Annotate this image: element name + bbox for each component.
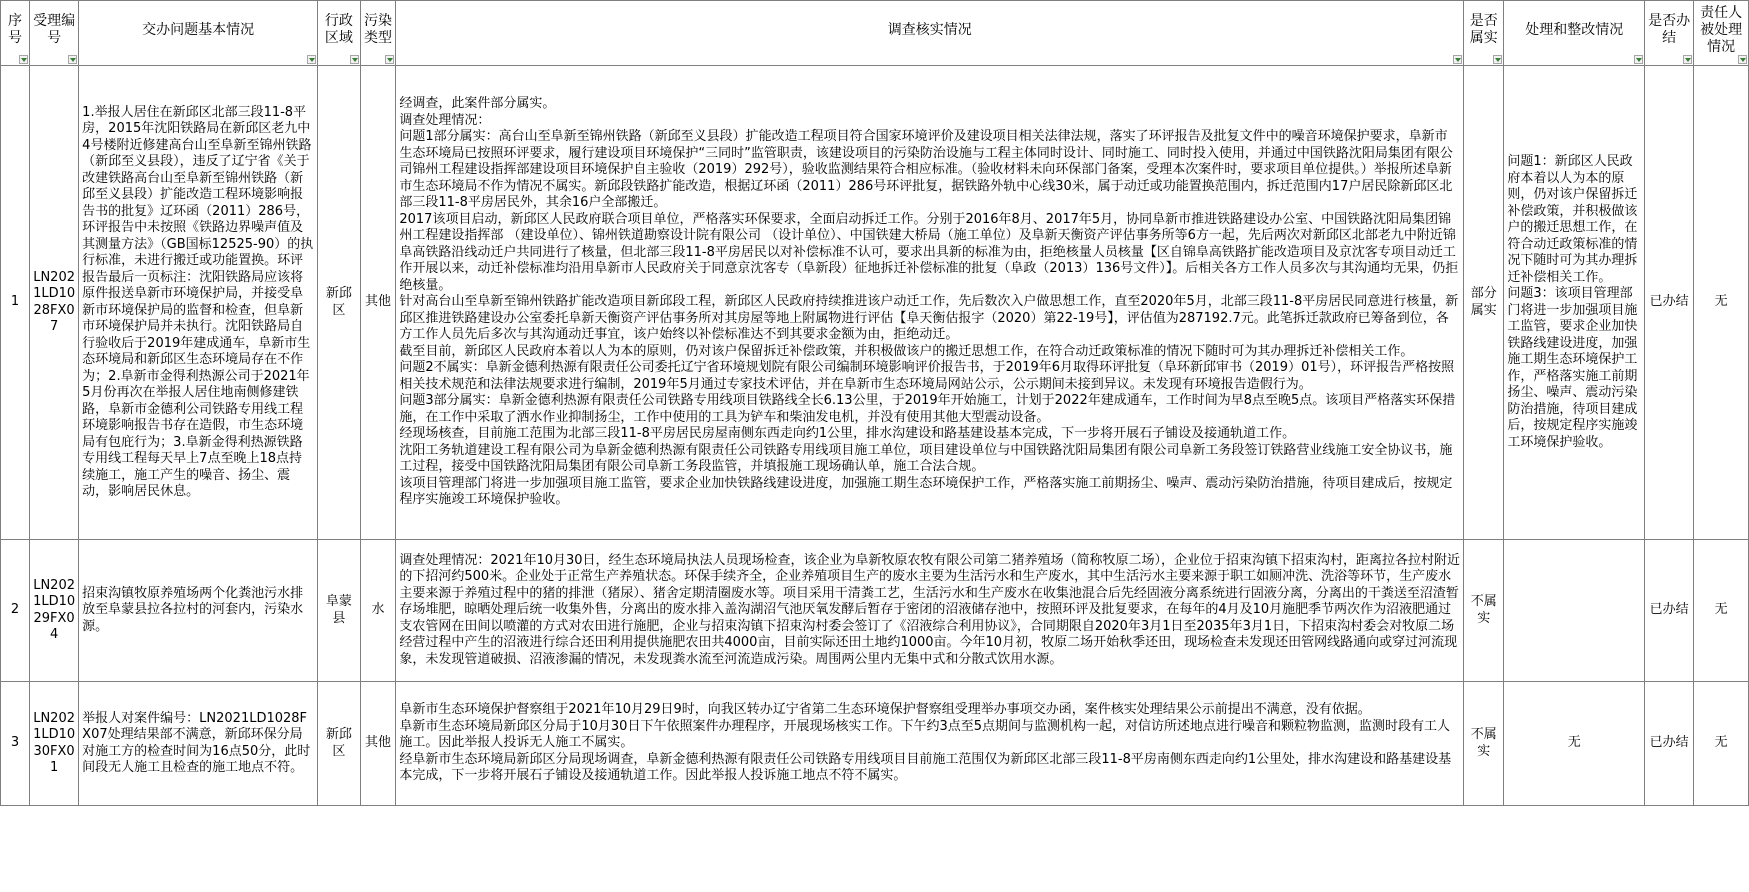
filter-dropdown-icon[interactable] [68,55,77,64]
cell-seq[interactable]: 2 [1,540,30,682]
cell-seq[interactable]: 3 [1,682,30,806]
cell-pollution[interactable]: 水 [360,540,396,682]
header-id[interactable]: 受理编号 [30,1,79,66]
cell-accountable[interactable]: 无 [1694,540,1749,682]
filter-dropdown-icon[interactable] [1738,55,1747,64]
cell-issue[interactable]: 举报人对案件编号：LN2021LD1028FX07处理结果部不满意，新邱环保分局对施工方的检查时间为16点50分，此时间段无人施工且检查的施工地点不符。 [79,682,318,806]
header-done[interactable]: 是否办结 [1645,1,1694,66]
header-region[interactable]: 行政区域 [318,1,360,66]
cell-id[interactable]: LN2021LD1029FX04 [30,540,79,682]
filter-dropdown-icon[interactable] [1683,55,1692,64]
cell-region[interactable]: 新邱区 [318,66,360,540]
table-row [1,540,1749,682]
header-issue[interactable]: 交办问题基本情况 [79,1,318,66]
table-row [1,66,1749,540]
cell-is-true[interactable]: 不属实 [1464,540,1504,682]
cell-issue[interactable]: 1.举报人居住在新邱区北部三段11-8平房，2015年沈阳铁路局在新邱区老九中4号楼附近修建高台山至阜新至锦州铁路（新邱至义县段），违反了辽宁省《关于改建铁路高台山至阜新至锦州铁路（新邱至义县段）扩能改造工程环境影响报告书的批复》辽环函（2011）286号，环评报告中未按照《铁路边界噪声值及其测量方法》（GB国标12525-90）的执行标准，未进行搬迁或功能置换。环评报告最后一页标注：沈阳铁路局应该将原件报送阜新市环境保护局，并接受阜新市环境保护局的监督和检查，但阜新市环境保护局并未执行。沈阳铁路局自行验收后于2019年建成通车，阜新市生态环境局和新邱区生态环境局存在不作为；2.阜新市金得利热源公司于2021年5月份再次在举报人居住地南侧修建铁路，阜新市金德利公司铁路专用线工程环境影响报告书存在造假，市生态环境局有包庇行为；3.阜新金得利热源铁路专用线工程每天早上7点至晚上18点持续施工，施工产生的噪音、扬尘、震动，影响居民休息。 [79,66,318,540]
cell-done[interactable]: 已办结 [1645,66,1694,540]
cell-accountable[interactable]: 无 [1694,682,1749,806]
filter-dropdown-icon[interactable] [385,55,394,64]
cell-investigation[interactable]: 阜新市生态环境保护督察组于2021年10月29日9时，向我区转办辽宁省第二生态环境保护督察组受理举办事项交办函，案件核实处理结果公示前提出不满意，没有依据。 阜新市生态环境局新邱区分局于10月30日下午依照案件办理程序，开展现场核实工作。下午约3点至5点期间与监测机构一起，对信访所述地点进行噪音和颗粒物监测，监测时段有工人施工。因此举报人投诉无人施工不属实。 经阜新市生态环境局新邱区分局现场调查，阜新金德利热源有限责任公司铁路专用线项目目前施工范围仅为新邱区北部三段11-8平房南侧东西走向约1公里处，排水沟建设和路基建设基本完成，下一步将开展石子铺设及接通轨道工作。因此举报人投诉施工地点不符不属实。 [396,682,1464,806]
filter-dropdown-icon[interactable] [307,55,316,64]
filter-dropdown-icon[interactable] [19,55,28,64]
header-investigation[interactable]: 调查核实情况 [396,1,1464,66]
cell-accountable[interactable]: 无 [1694,66,1749,540]
header-pollution[interactable]: 污染类型 [360,1,396,66]
cell-handling[interactable]: 无 [1504,682,1645,806]
cell-is-true[interactable]: 部分属实 [1464,66,1504,540]
cell-seq[interactable]: 1 [1,66,30,540]
filter-dropdown-icon[interactable] [1634,55,1643,64]
cell-issue[interactable]: 招束沟镇牧原养殖场两个化粪池污水排放至阜蒙县拉各拉村的河套内，污染水源。 [79,540,318,682]
header-is-true[interactable]: 是否属实 [1464,1,1504,66]
cell-region[interactable]: 新邱区 [318,682,360,806]
header-accountable[interactable]: 责任人被处理情况 [1694,1,1749,66]
header-seq[interactable]: 序号 [1,1,30,66]
cell-id[interactable]: LN2021LD1028FX07 [30,66,79,540]
cell-id[interactable]: LN2021LD1030FX01 [30,682,79,806]
cell-investigation[interactable]: 调查处理情况：2021年10月30日，经生态环境局执法人员现场检查，该企业为阜新牧原农牧有限公司第二猪养殖场（简称牧原二场），企业位于招束沟镇下招束沟村，距离拉各拉村附近的下招河约500米。企业处于正常生产养殖状态。环保手续齐全，企业养殖项目生产的废水主要为生活污水和生产废水，其中生活污水主要来源于职工如厕冲洗、洗浴等环节，生产废水主要来源于养殖过程中的猪的排泄（猪尿）、猪舍定期清圈废水等。项目采用干清粪工艺，生活污水和生产废水在收集池混合后先经固液分离系统进行固液分离，分离出的干粪送至沼渣暂存场堆肥，晾晒处理后统一收集外售，分离出的废水排入盖沟湖沼气池厌氧发酵后暂存于密闭的沼液储存池中，按照环评及批复要求，在每年的4月及10月施肥季节两次作为沼液肥通过支农管网在田间以喷灌的方式对农田进行施肥，企业与招束沟镇下招束沟村委会签订了《沼液综合利用协议》，合同期限自2020年3月1日至2035年3月1日，下招束沟村委会对牧原二场经营过程中产生的沼液进行综合还田利用提供施肥农田共4000亩，目前实际还田土地约1000亩。今年10月初，牧原二场开始秋季还田，现场检查未发现还田管网线路通向或穿过河流现象，未发现管道破损、沼液渗漏的情况，未发现粪水流至河流造成污染。周围两公里内无集中式和分散式饮用水源。 [396,540,1464,682]
cell-investigation[interactable]: 经调查，此案件部分属实。 调查处理情况： 问题1部分属实：高台山至阜新至锦州铁路（新邱至义县段）扩能改造工程项目符合国家环境评价及建设项目相关法律法规，落实了环评报告及批复文件中的噪音环境保护要求，阜新市生态环境局已按照环评要求，履行建设项目环境保护“三同时”监管职责，该建设项目的污染防治设施与工程主体同时设计、同时施工、同时投入使用，并通过中国铁路沈阳局集团有限公司锦州工程建设指挥部建设项目环境保护自主验收（2019）292号），验收监测结果符合相应标准。（验收材料未向环保部门备案，受理本次案件时，要求项目单位提供。）举报所述阜新市生态环境局不作为情况不属实。新邱段铁路扩能改造，根据辽环函（2011）286号环评批复，据铁路外轨中心线30米，属于动迁或功能置换范围内，拆迁范围内17户居民除新邱区北部三段11-8平房居民外，其余16户全部搬迁。 2017该项目启动，新邱区人民政府联合项目单位，严格落实环保要求，全面启动拆迁工作。分别于2016年8月、2017年5月，协同阜新市推进铁路建设办公室、中国铁路沈阳局集团锦州工程建设指挥部 （建设单位）、锦州铁道勘察设计院有限公司 （设计单位）、中国铁建大桥局（施工单位）及阜新天衡资产评估事务所等6方一起，先后两次对新邱区北部老九中附近锦阜高铁路沿线动迁户共同进行了核量，但北部三段11-8平房居民以对补偿标准不认可，要求出具新的标准为由，拒绝核量人员核量【区自锦阜高铁路扩能改造项目及京沈客专项目动迁工作开展以来，动迁补偿标准均沿用阜新市人民政府关于同意京沈客专（阜新段）征地拆迁补偿标准的批复（阜政（2013）136号文件）】。后相关各方工作人员多次与其沟通均无果，仍拒绝核量。 针对高台山至阜新至锦州铁路扩能改造项目新邱段工程，新邱区人民政府持续推进该户动迁工作，先后数次入户做思想工作，直至2020年5月，北部三段11-8平房居民同意进行核量，新邱区推进铁路建设办公室委托阜新天衡资产评估事务所对其房屋等地上附属物进行评估【阜天衡估报字（2020）第22-19号】，评估值为287192.7元。此笔拆迁款政府已筹备到位，各方工作人员先后多次与其沟通动迁事宜，该户始终以补偿标准达不到其要求金额为由，拒绝动迁。 截至目前，新邱区人民政府本着以人为本的原则，仍对该户保留拆迁补偿政策，并积极做该户的搬迁思想工作，在符合动迁政策标准的情况下随时可为其办理拆迁补偿相关工作。 问题2不属实：阜新金德利热源有限责任公司委托辽宁省环境规划院有限公司编制环境影响评价报告书，于2019年6月取得环评批复（阜环新邱审书（2019）01号），环评报告严格按照相关技术规范和法律法规要求进行编制，2019年5月通过专家技术评估，并在阜新市生态环境局网站公示，公示期间未接到异议。未发现有环境报告造假行为。 问题3部分属实：阜新金德利热源有限责任公司铁路专用线项目铁路线全长6.13公里，于2019年开始施工，计划于2022年建成通车，工作时间为早8点至晚5点。该项目严格落实环保措施，在工作中采取了洒水作业抑制扬尘，工作中使用的工具为铲车和柴油发电机，并没有使用其他大型震动设备。 经现场核查，目前施工范围为北部三段11-8平房居民房屋南侧东西走向约1公里，排水沟建设和路基建设基本完成，下一步将开展石子铺设及接通轨道工作。 沈阳工务轨道建设工程有限公司为阜新金德利热源有限责任公司铁路专用线项目施工单位，项目建设单位与中国铁路沈阳局集团有限公司阜新工务段签订铁路营业线施工安全协议书，施工过程，接受中国铁路沈阳局集团有限公司阜新工务段监管，并填报施工现场确认单，施工合法合规。 该项目管理部门将进一步加强项目施工监管，要求企业加快铁路线建设进度，加强施工期生态环境保护工作，严格落实施工前期扬尘、噪声、震动污染防治措施，待项目建成后，按规定程序实施竣工环境保护验收。 [396,66,1464,540]
cell-is-true[interactable]: 不属实 [1464,682,1504,806]
cell-done[interactable]: 已办结 [1645,540,1694,682]
cell-pollution[interactable]: 其他 [360,682,396,806]
filter-dropdown-icon[interactable] [350,55,359,64]
cell-handling[interactable] [1504,540,1645,682]
header-row [1,1,1749,66]
cell-handling[interactable]: 问题1：新邱区人民政府本着以人为本的原则，仍对该户保留拆迁补偿政策，并积极做该户的搬迁思想工作，在符合动迁政策标准的情况下随时可为其办理拆迁补偿相关工作。 问题3：该项目管理部门将进一步加强项目施工监管，要求企业加快铁路线建设进度，加强施工期生态环境保护工作，严格落实施工前期扬尘、噪声、震动污染防治措施，待项目建成后，按规定程序实施竣工环境保护验收。 [1504,66,1645,540]
cell-pollution[interactable]: 其他 [360,66,396,540]
filter-dropdown-icon[interactable] [1493,55,1502,64]
cell-region[interactable]: 阜蒙县 [318,540,360,682]
header-handling[interactable]: 处理和整改情况 [1504,1,1645,66]
filter-dropdown-icon[interactable] [1453,55,1462,64]
table-row [1,682,1749,806]
cell-done[interactable]: 已办结 [1645,682,1694,806]
